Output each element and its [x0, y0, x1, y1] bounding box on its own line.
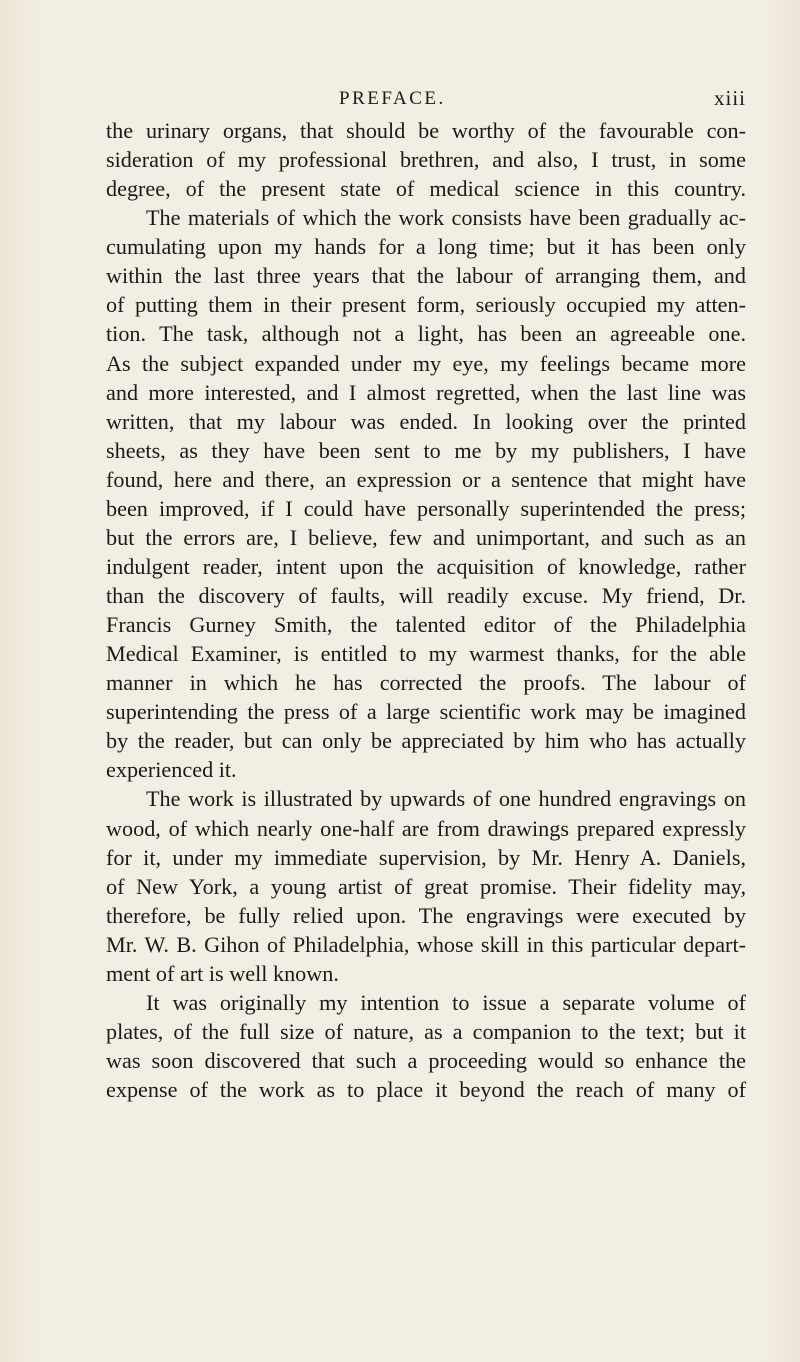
text-line: The work is illustrated by upwards of one hundred engravings on	[146, 786, 746, 812]
text-line: but the errors are, I believe, few and unimportant, and such as an	[106, 524, 746, 550]
text-line: It was originally my intention to issue a separate volume of	[146, 989, 746, 1015]
text-line: expense of the work as to place it beyond the reach of many of	[106, 1077, 746, 1103]
text-line: written, that my labour was ended. In looking over the printed	[106, 408, 746, 434]
text-line: sideration of my professional brethren, and also, I trust, in some	[106, 147, 746, 173]
text-line: sheets, as they have been sent to me by my publishers, I have	[106, 437, 746, 463]
text-line: found, here and there, an expression or a sentence that might have	[106, 466, 746, 492]
text-line: within the last three years that the labour of arranging them, and	[106, 263, 746, 289]
text-line: plates, of the full size of nature, as a companion to the text; but it	[106, 1018, 746, 1044]
text-line: manner in which he has corrected the proofs. The labour of	[106, 670, 746, 696]
text-line: experienced it.	[106, 757, 237, 783]
text-line: superintending the press of a large scientific work may be imagined	[106, 699, 746, 725]
text-line: wood, of which nearly one-half are from drawings prepared expressly	[106, 815, 746, 841]
text-line: cumulating upon my hands for a long time; but it has been only	[106, 234, 746, 260]
body-text	[106, 116, 746, 1104]
text-line: therefore, be fully relied upon. The engravings were executed by	[106, 902, 746, 928]
text-line: the urinary organs, that should be worthy of the favourable con-	[106, 118, 746, 143]
page-number: xiii	[713, 86, 746, 110]
text-line: Mr. W. B. Gihon of Philadelphia, whose skill in this particular depart-	[106, 931, 746, 957]
text-line: Medical Examiner, is entitled to my warmest thanks, for the able	[106, 641, 746, 667]
text-line: been improved, if I could have personally superintended the press;	[106, 495, 746, 521]
text-line: of putting them in their present form, seriously occupied my atten-	[106, 292, 746, 318]
running-title: PREFACE.	[339, 88, 446, 109]
text-line: and more interested, and I almost regretted, when the last line was	[106, 379, 746, 405]
text-line: indulgent reader, intent upon the acquisition of knowledge, rather	[106, 553, 746, 579]
text-line: As the subject expanded under my eye, my feelings became more	[106, 350, 746, 376]
text-line: Francis Gurney Smith, the talented editor of the Philadelphia	[106, 612, 746, 638]
text-line: was soon discovered that such a proceeding would so enhance the	[106, 1048, 746, 1073]
text-line: ment of art is well known.	[106, 960, 339, 986]
text-line: for it, under my immediate supervision, by Mr. Henry A. Daniels,	[106, 844, 746, 870]
text-line: The materials of which the work consists have been gradually ac-	[146, 205, 746, 231]
text-line: degree, of the present state of medical science in this country.	[106, 176, 746, 202]
text-line: tion. The task, although not a light, has been an agreeable one.	[106, 321, 746, 347]
text-line: of New York, a young artist of great promise. Their fidelity may,	[106, 873, 746, 899]
running-header	[106, 88, 746, 118]
text-line: than the discovery of faults, will readily excuse. My friend, Dr.	[106, 583, 746, 608]
text-line: by the reader, but can only be appreciated by him who has actually	[106, 728, 746, 754]
